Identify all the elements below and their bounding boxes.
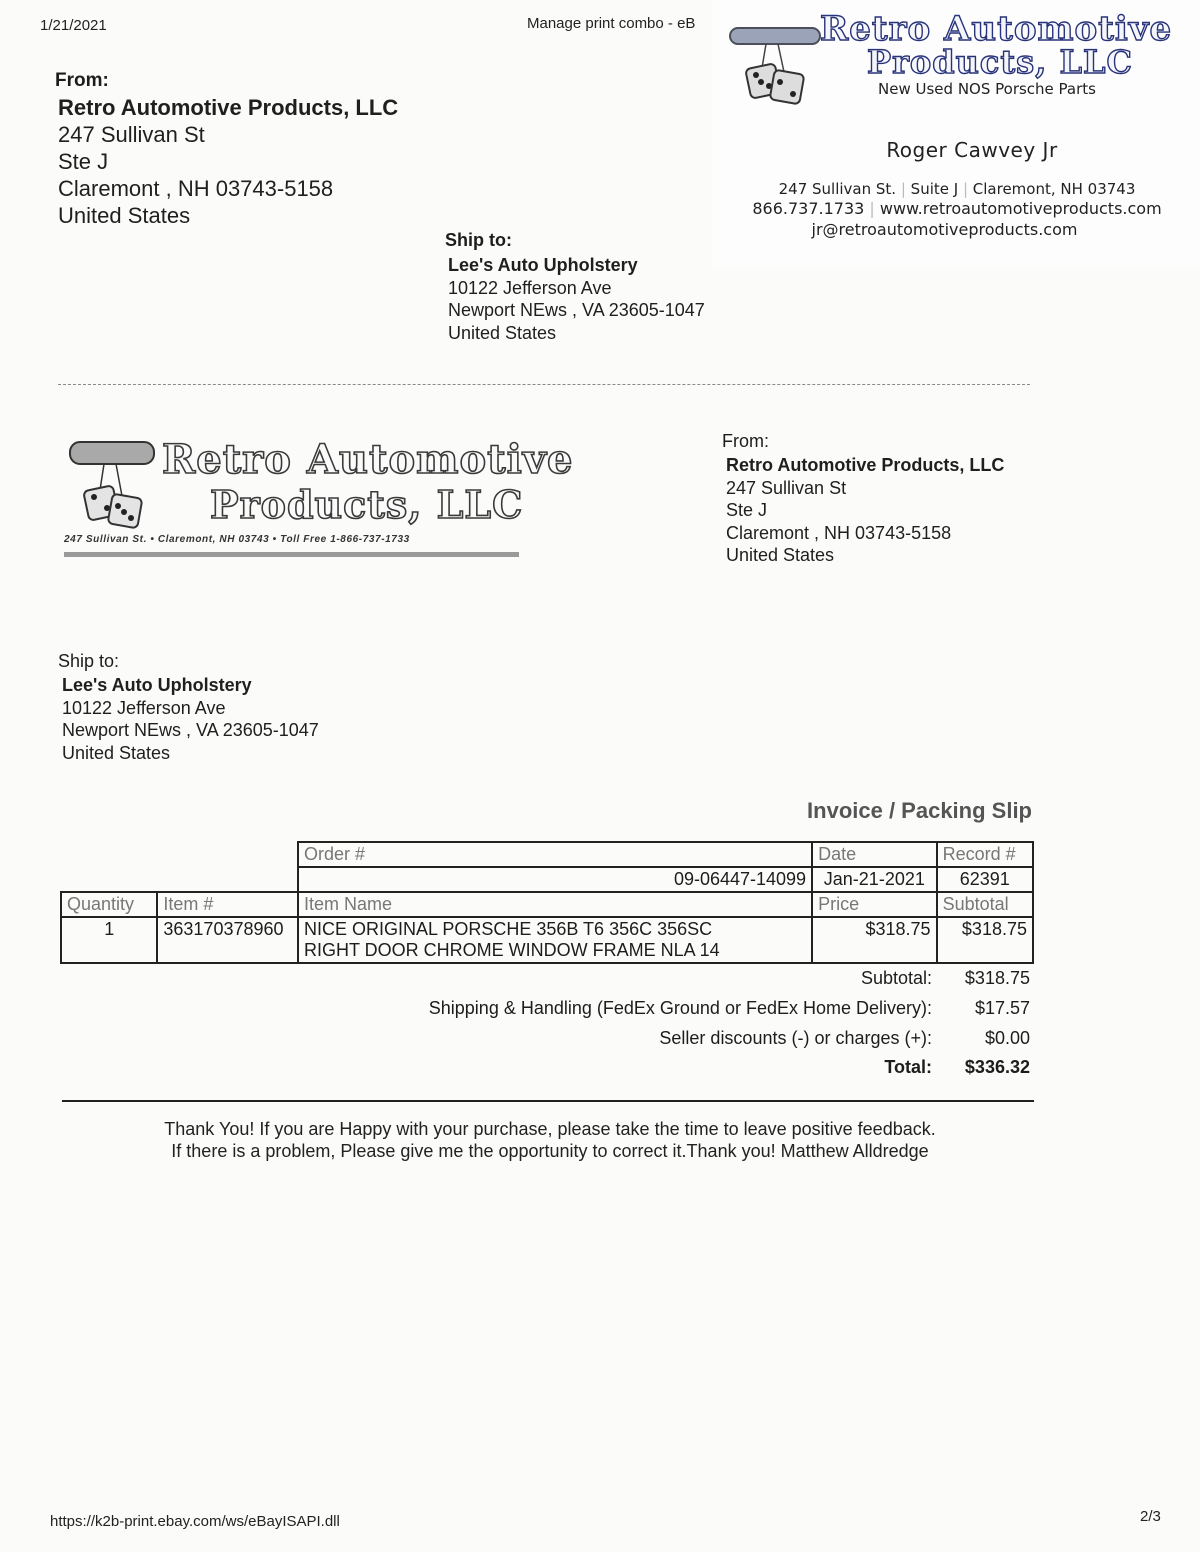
order-number: 09-06447-14099 bbox=[298, 867, 812, 892]
card-street: 247 Sullivan St. bbox=[778, 180, 897, 198]
record-header: Record # bbox=[937, 842, 1033, 867]
invoice-from-city: Claremont , NH 03743-5158 bbox=[726, 522, 952, 543]
card-contact: 866.737.1733 | www.retroautomotiveproducts.com bbox=[752, 199, 1162, 218]
shipping-label: Shipping & Handling (FedEx Ground or FedEx Home Delivery): bbox=[428, 998, 932, 1018]
invoice-from-heading: From: bbox=[722, 431, 769, 451]
item-price: $318.75 bbox=[812, 917, 937, 963]
invoice-ship-country: United States bbox=[62, 742, 171, 763]
invoice-ship-name: Lee's Auto Upholstery bbox=[62, 675, 252, 695]
label-from-name: Retro Automotive Products, LLC bbox=[58, 95, 399, 120]
label-ship-city: Newport NEws , VA 23605-1047 bbox=[448, 300, 705, 320]
invoice-ship-city: Newport NEws , VA 23605-1047 bbox=[62, 720, 319, 740]
discount-value: $0.00 bbox=[984, 1028, 1030, 1048]
quantity-header: Quantity bbox=[61, 892, 157, 917]
subtotal-header: Subtotal bbox=[937, 892, 1033, 917]
print-url: https://k2b-print.ebay.com/ws/eBayISAPI.dll bbox=[50, 1513, 340, 1530]
label-from-suite: Ste J bbox=[58, 149, 109, 174]
fuzzy-dice-logo bbox=[726, 20, 826, 112]
label-from-block bbox=[55, 70, 398, 229]
print-title: Manage print combo - eB bbox=[527, 15, 696, 32]
invoice-from-name: Retro Automotive Products, LLC bbox=[726, 455, 1005, 475]
invoice-table bbox=[60, 841, 1034, 964]
date-header: Date bbox=[812, 842, 937, 867]
card-person: Roger Cawvey Jr bbox=[886, 138, 1058, 162]
label-ship-country: United States bbox=[448, 322, 557, 343]
shipping-value: $17.57 bbox=[974, 998, 1030, 1018]
label-from-street: 247 Sullivan St bbox=[58, 122, 205, 147]
invoice-title: Invoice / Packing Slip bbox=[807, 798, 1032, 823]
order-date: Jan-21-2021 bbox=[812, 867, 937, 892]
invoice-from-suite: Ste J bbox=[726, 500, 768, 520]
invoice-from-country: United States bbox=[726, 545, 835, 565]
item-name-line2: RIGHT DOOR CHROME WINDOW FRAME NLA 14 bbox=[303, 940, 720, 960]
thank-you-line2: If there is a problem, Please give me the opportunity to correct it.Thank you! Matthew Alldredge bbox=[171, 1141, 929, 1161]
invoice-logo-address: 247 Sullivan St. • Claremont, NH 03743 • Toll Free 1-866-737-1733 bbox=[64, 534, 410, 545]
order-number-header: Order # bbox=[298, 842, 812, 867]
price-header: Price bbox=[812, 892, 937, 917]
invoice-logo-rule bbox=[64, 552, 519, 557]
invoice-ship-street: 10122 Jefferson Ave bbox=[62, 697, 226, 718]
label-ship-street: 10122 Jefferson Ave bbox=[448, 277, 612, 298]
cut-line bbox=[58, 384, 1030, 385]
item-name-line1: NICE ORIGINAL PORSCHE 356B T6 356C 356SC bbox=[303, 919, 713, 939]
invoice-ship-heading: Ship to: bbox=[58, 651, 120, 671]
item-quantity: 1 bbox=[61, 917, 157, 963]
card-suite: Suite J bbox=[910, 180, 959, 198]
print-date: 1/21/2021 bbox=[40, 17, 107, 34]
invoice-from-street: 247 Sullivan St bbox=[726, 477, 847, 498]
invoice-logo-line1: Retro Automotive bbox=[162, 436, 574, 483]
label-from-country: United States bbox=[58, 203, 191, 228]
invoice-logo bbox=[62, 434, 574, 564]
subtotal-label: Subtotal: bbox=[860, 968, 932, 988]
card-logo-line1: Retro Automotive bbox=[820, 9, 1173, 49]
card-city: Claremont, NH 03743 bbox=[972, 180, 1136, 198]
order-values-row bbox=[61, 867, 1033, 892]
card-address: 247 Sullivan St. | Suite J | Claremont, NH 03743 bbox=[778, 180, 1136, 198]
item-name-header: Item Name bbox=[298, 892, 812, 917]
card-logo-line2: Products, LLC bbox=[867, 43, 1133, 81]
item-subtotal: $318.75 bbox=[937, 917, 1033, 963]
thank-you-line1: Thank You! If you are Happy with your purchase, please take the time to leave positive feedback. bbox=[164, 1119, 936, 1139]
discount-label: Seller discounts (-) or charges (+): bbox=[659, 1028, 932, 1048]
card-phone: 866.737.1733 bbox=[752, 199, 865, 218]
business-card bbox=[712, 0, 1200, 268]
item-name bbox=[298, 917, 812, 963]
item-number-header: Item # bbox=[157, 892, 298, 917]
subtotal-value: $318.75 bbox=[964, 968, 1030, 988]
label-ship-name: Lee's Auto Upholstery bbox=[448, 255, 638, 275]
print-page-number: 2/3 bbox=[1140, 1508, 1161, 1525]
label-from-heading: From: bbox=[55, 70, 109, 91]
label-ship-heading: Ship to: bbox=[445, 230, 512, 250]
total-value: $336.32 bbox=[964, 1057, 1030, 1077]
record-number: 62391 bbox=[937, 867, 1033, 892]
card-email: jr@retroautomotiveproducts.com bbox=[811, 220, 1078, 239]
label-ship-block bbox=[445, 230, 705, 344]
invoice-logo-line2: Products, LLC bbox=[210, 482, 524, 527]
item-header-row bbox=[61, 892, 1033, 917]
total-label: Total: bbox=[884, 1057, 932, 1077]
card-website: www.retroautomotiveproducts.com bbox=[879, 199, 1162, 218]
invoice-ship-block bbox=[58, 650, 319, 764]
invoice-from-block bbox=[722, 430, 1004, 567]
thank-you-note bbox=[60, 1118, 1040, 1162]
table-row bbox=[61, 917, 1033, 963]
card-tagline: New Used NOS Porsche Parts bbox=[878, 80, 1096, 98]
totals-divider bbox=[62, 1100, 1034, 1102]
label-from-city: Claremont , NH 03743-5158 bbox=[58, 176, 334, 201]
item-number: 363170378960 bbox=[157, 917, 298, 963]
fuzzy-dice-icon bbox=[66, 438, 158, 540]
order-header-row bbox=[61, 842, 1033, 867]
